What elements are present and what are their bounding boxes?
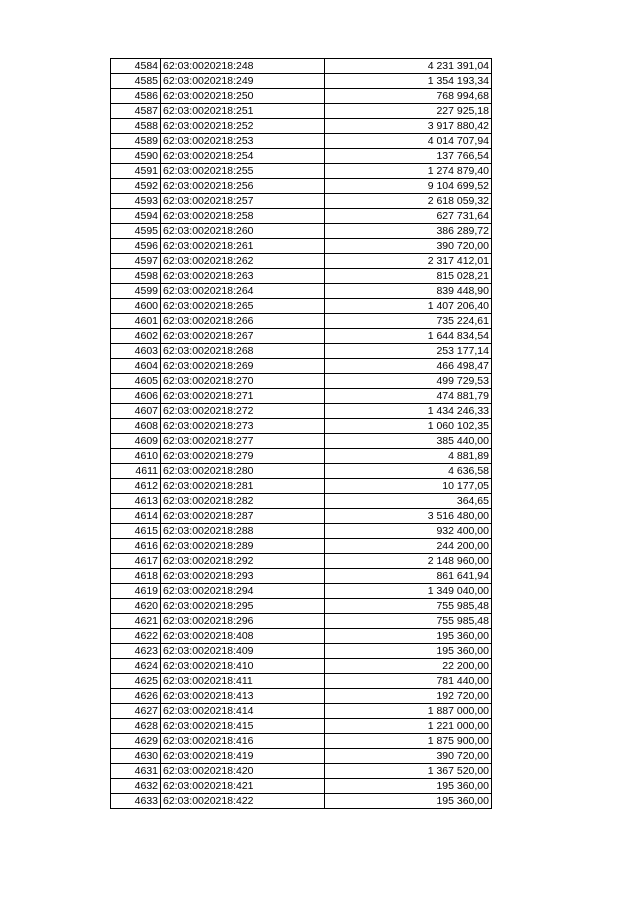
value-cell: 1 349 040,00 xyxy=(325,584,492,599)
value-cell: 474 881,79 xyxy=(325,389,492,404)
table-row xyxy=(111,569,492,584)
value-cell: 4 014 707,94 xyxy=(325,134,492,149)
cadastral-number-cell: 62:03:0020218:408 xyxy=(161,629,325,644)
table-row xyxy=(111,374,492,389)
table-row xyxy=(111,59,492,74)
table-row xyxy=(111,149,492,164)
value-cell: 1 434 246,33 xyxy=(325,404,492,419)
value-cell: 1 354 193,34 xyxy=(325,74,492,89)
table-row xyxy=(111,224,492,239)
value-cell: 9 104 699,52 xyxy=(325,179,492,194)
value-cell: 4 881,89 xyxy=(325,449,492,464)
cadastral-number-cell: 62:03:0020218:268 xyxy=(161,344,325,359)
row-number-cell: 4588 xyxy=(111,119,161,134)
row-number-cell: 4613 xyxy=(111,494,161,509)
cadastral-number-cell: 62:03:0020218:296 xyxy=(161,614,325,629)
table-row xyxy=(111,404,492,419)
cadastral-number-cell: 62:03:0020218:250 xyxy=(161,89,325,104)
table-row xyxy=(111,134,492,149)
row-number-cell: 4595 xyxy=(111,224,161,239)
cadastral-number-cell: 62:03:0020218:421 xyxy=(161,779,325,794)
row-number-cell: 4621 xyxy=(111,614,161,629)
value-cell: 390 720,00 xyxy=(325,749,492,764)
row-number-cell: 4619 xyxy=(111,584,161,599)
row-number-cell: 4608 xyxy=(111,419,161,434)
value-cell: 195 360,00 xyxy=(325,779,492,794)
table-row xyxy=(111,329,492,344)
table-row xyxy=(111,734,492,749)
row-number-cell: 4596 xyxy=(111,239,161,254)
row-number-cell: 4600 xyxy=(111,299,161,314)
cadastral-number-cell: 62:03:0020218:281 xyxy=(161,479,325,494)
table-row xyxy=(111,74,492,89)
row-number-cell: 4590 xyxy=(111,149,161,164)
table-row xyxy=(111,479,492,494)
value-cell: 1 274 879,40 xyxy=(325,164,492,179)
table-row xyxy=(111,464,492,479)
value-cell: 195 360,00 xyxy=(325,644,492,659)
value-cell: 192 720,00 xyxy=(325,689,492,704)
cadastral-number-cell: 62:03:0020218:282 xyxy=(161,494,325,509)
table-row xyxy=(111,719,492,734)
table-row xyxy=(111,164,492,179)
row-number-cell: 4629 xyxy=(111,734,161,749)
cadastral-number-cell: 62:03:0020218:257 xyxy=(161,194,325,209)
row-number-cell: 4585 xyxy=(111,74,161,89)
table-row xyxy=(111,269,492,284)
table-row xyxy=(111,509,492,524)
table-row xyxy=(111,629,492,644)
row-number-cell: 4587 xyxy=(111,104,161,119)
value-cell: 22 200,00 xyxy=(325,659,492,674)
cadastral-number-cell: 62:03:0020218:287 xyxy=(161,509,325,524)
table-row xyxy=(111,254,492,269)
value-cell: 1 367 520,00 xyxy=(325,764,492,779)
value-cell: 1 887 000,00 xyxy=(325,704,492,719)
row-number-cell: 4594 xyxy=(111,209,161,224)
table-row xyxy=(111,299,492,314)
cadastral-number-cell: 62:03:0020218:411 xyxy=(161,674,325,689)
value-cell: 839 448,90 xyxy=(325,284,492,299)
cadastral-number-cell: 62:03:0020218:258 xyxy=(161,209,325,224)
cadastral-number-cell: 62:03:0020218:267 xyxy=(161,329,325,344)
value-cell: 755 985,48 xyxy=(325,599,492,614)
value-cell: 781 440,00 xyxy=(325,674,492,689)
table-row xyxy=(111,749,492,764)
table-row xyxy=(111,584,492,599)
value-cell: 390 720,00 xyxy=(325,239,492,254)
table-row xyxy=(111,764,492,779)
value-cell: 755 985,48 xyxy=(325,614,492,629)
cadastral-number-cell: 62:03:0020218:251 xyxy=(161,104,325,119)
table-row xyxy=(111,434,492,449)
value-cell: 932 400,00 xyxy=(325,524,492,539)
cadastral-number-cell: 62:03:0020218:413 xyxy=(161,689,325,704)
value-cell: 2 618 059,32 xyxy=(325,194,492,209)
cadastral-number-cell: 62:03:0020218:254 xyxy=(161,149,325,164)
table-row xyxy=(111,794,492,809)
row-number-cell: 4614 xyxy=(111,509,161,524)
row-number-cell: 4633 xyxy=(111,794,161,809)
row-number-cell: 4615 xyxy=(111,524,161,539)
table-row xyxy=(111,554,492,569)
value-cell: 244 200,00 xyxy=(325,539,492,554)
cadastral-number-cell: 62:03:0020218:293 xyxy=(161,569,325,584)
cadastral-number-cell: 62:03:0020218:260 xyxy=(161,224,325,239)
value-cell: 1 221 000,00 xyxy=(325,719,492,734)
row-number-cell: 4599 xyxy=(111,284,161,299)
value-cell: 3 516 480,00 xyxy=(325,509,492,524)
row-number-cell: 4625 xyxy=(111,674,161,689)
row-number-cell: 4623 xyxy=(111,644,161,659)
value-cell: 10 177,05 xyxy=(325,479,492,494)
document-page xyxy=(110,58,491,809)
table-row xyxy=(111,614,492,629)
table-row xyxy=(111,389,492,404)
row-number-cell: 4606 xyxy=(111,389,161,404)
row-number-cell: 4624 xyxy=(111,659,161,674)
cadastral-number-cell: 62:03:0020218:416 xyxy=(161,734,325,749)
value-cell: 815 028,21 xyxy=(325,269,492,284)
row-number-cell: 4603 xyxy=(111,344,161,359)
cadastral-number-cell: 62:03:0020218:271 xyxy=(161,389,325,404)
row-number-cell: 4622 xyxy=(111,629,161,644)
value-cell: 4 636,58 xyxy=(325,464,492,479)
value-cell: 195 360,00 xyxy=(325,629,492,644)
cadastral-number-cell: 62:03:0020218:409 xyxy=(161,644,325,659)
row-number-cell: 4602 xyxy=(111,329,161,344)
cadastral-number-cell: 62:03:0020218:419 xyxy=(161,749,325,764)
table-row xyxy=(111,239,492,254)
cadastral-number-cell: 62:03:0020218:262 xyxy=(161,254,325,269)
row-number-cell: 4597 xyxy=(111,254,161,269)
cadastral-number-cell: 62:03:0020218:292 xyxy=(161,554,325,569)
table-row xyxy=(111,449,492,464)
value-cell: 227 925,18 xyxy=(325,104,492,119)
value-cell: 385 440,00 xyxy=(325,434,492,449)
value-cell: 364,65 xyxy=(325,494,492,509)
row-number-cell: 4598 xyxy=(111,269,161,284)
cadastral-number-cell: 62:03:0020218:266 xyxy=(161,314,325,329)
cadastral-number-cell: 62:03:0020218:289 xyxy=(161,539,325,554)
table-row xyxy=(111,344,492,359)
value-cell: 499 729,53 xyxy=(325,374,492,389)
value-cell: 253 177,14 xyxy=(325,344,492,359)
row-number-cell: 4592 xyxy=(111,179,161,194)
cadastral-number-cell: 62:03:0020218:294 xyxy=(161,584,325,599)
value-cell: 195 360,00 xyxy=(325,794,492,809)
table-row xyxy=(111,179,492,194)
cadastral-number-cell: 62:03:0020218:414 xyxy=(161,704,325,719)
value-cell: 735 224,61 xyxy=(325,314,492,329)
table-body xyxy=(111,59,492,809)
cadastral-number-cell: 62:03:0020218:249 xyxy=(161,74,325,89)
table-row xyxy=(111,704,492,719)
cadastral-number-cell: 62:03:0020218:255 xyxy=(161,164,325,179)
row-number-cell: 4586 xyxy=(111,89,161,104)
value-cell: 3 917 880,42 xyxy=(325,119,492,134)
value-cell: 466 498,47 xyxy=(325,359,492,374)
value-cell: 2 148 960,00 xyxy=(325,554,492,569)
table-row xyxy=(111,284,492,299)
table-row xyxy=(111,659,492,674)
value-cell: 1 407 206,40 xyxy=(325,299,492,314)
cadastral-number-cell: 62:03:0020218:265 xyxy=(161,299,325,314)
row-number-cell: 4584 xyxy=(111,59,161,74)
row-number-cell: 4607 xyxy=(111,404,161,419)
table-row xyxy=(111,194,492,209)
value-cell: 4 231 391,04 xyxy=(325,59,492,74)
row-number-cell: 4618 xyxy=(111,569,161,584)
cadastral-number-cell: 62:03:0020218:263 xyxy=(161,269,325,284)
cadastral-number-cell: 62:03:0020218:280 xyxy=(161,464,325,479)
table-row xyxy=(111,104,492,119)
cadastral-number-cell: 62:03:0020218:422 xyxy=(161,794,325,809)
table-row xyxy=(111,539,492,554)
row-number-cell: 4589 xyxy=(111,134,161,149)
cadastral-number-cell: 62:03:0020218:256 xyxy=(161,179,325,194)
table-row xyxy=(111,644,492,659)
row-number-cell: 4616 xyxy=(111,539,161,554)
cadastral-number-cell: 62:03:0020218:264 xyxy=(161,284,325,299)
cadastral-number-cell: 62:03:0020218:248 xyxy=(161,59,325,74)
row-number-cell: 4631 xyxy=(111,764,161,779)
cadastral-number-cell: 62:03:0020218:277 xyxy=(161,434,325,449)
value-cell: 768 994,68 xyxy=(325,89,492,104)
row-number-cell: 4632 xyxy=(111,779,161,794)
table-row xyxy=(111,89,492,104)
table-row xyxy=(111,419,492,434)
row-number-cell: 4611 xyxy=(111,464,161,479)
cadastral-number-cell: 62:03:0020218:420 xyxy=(161,764,325,779)
value-cell: 386 289,72 xyxy=(325,224,492,239)
value-cell: 627 731,64 xyxy=(325,209,492,224)
row-number-cell: 4628 xyxy=(111,719,161,734)
value-cell: 1 875 900,00 xyxy=(325,734,492,749)
row-number-cell: 4601 xyxy=(111,314,161,329)
cadastral-number-cell: 62:03:0020218:269 xyxy=(161,359,325,374)
value-cell: 1 060 102,35 xyxy=(325,419,492,434)
cadastral-number-cell: 62:03:0020218:273 xyxy=(161,419,325,434)
row-number-cell: 4591 xyxy=(111,164,161,179)
table-row xyxy=(111,599,492,614)
table-row xyxy=(111,779,492,794)
row-number-cell: 4593 xyxy=(111,194,161,209)
table-row xyxy=(111,359,492,374)
table-row xyxy=(111,689,492,704)
table-row xyxy=(111,119,492,134)
table-row xyxy=(111,524,492,539)
value-cell: 861 641,94 xyxy=(325,569,492,584)
row-number-cell: 4630 xyxy=(111,749,161,764)
cadastral-number-cell: 62:03:0020218:270 xyxy=(161,374,325,389)
row-number-cell: 4627 xyxy=(111,704,161,719)
table-row xyxy=(111,674,492,689)
cadastral-number-cell: 62:03:0020218:279 xyxy=(161,449,325,464)
row-number-cell: 4612 xyxy=(111,479,161,494)
row-number-cell: 4609 xyxy=(111,434,161,449)
value-cell: 137 766,54 xyxy=(325,149,492,164)
row-number-cell: 4604 xyxy=(111,359,161,374)
table-row xyxy=(111,314,492,329)
row-number-cell: 4605 xyxy=(111,374,161,389)
cadastral-number-cell: 62:03:0020218:252 xyxy=(161,119,325,134)
cadastral-number-cell: 62:03:0020218:253 xyxy=(161,134,325,149)
row-number-cell: 4610 xyxy=(111,449,161,464)
cadastral-number-cell: 62:03:0020218:295 xyxy=(161,599,325,614)
table-row xyxy=(111,209,492,224)
value-cell: 2 317 412,01 xyxy=(325,254,492,269)
row-number-cell: 4626 xyxy=(111,689,161,704)
table-row xyxy=(111,494,492,509)
value-cell: 1 644 834,54 xyxy=(325,329,492,344)
cadastral-number-cell: 62:03:0020218:288 xyxy=(161,524,325,539)
row-number-cell: 4617 xyxy=(111,554,161,569)
cadastral-number-cell: 62:03:0020218:415 xyxy=(161,719,325,734)
cadastral-number-cell: 62:03:0020218:272 xyxy=(161,404,325,419)
cadastral-value-table xyxy=(110,58,492,809)
cadastral-number-cell: 62:03:0020218:410 xyxy=(161,659,325,674)
cadastral-number-cell: 62:03:0020218:261 xyxy=(161,239,325,254)
row-number-cell: 4620 xyxy=(111,599,161,614)
